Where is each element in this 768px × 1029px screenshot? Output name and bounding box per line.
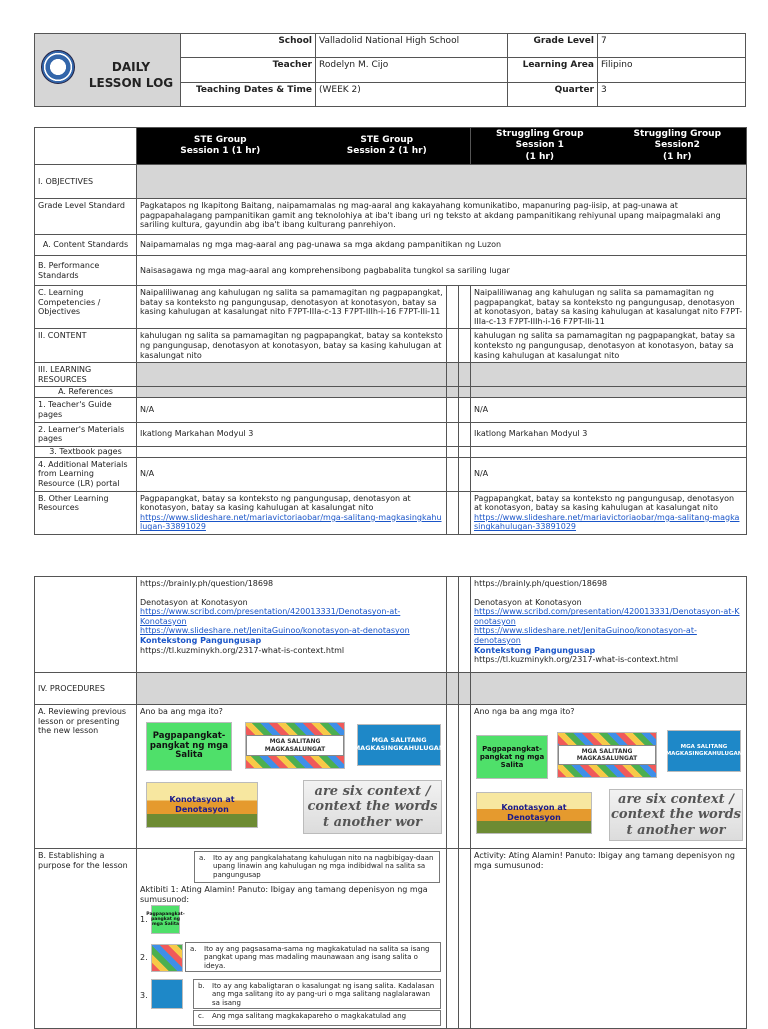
content-text-struggling: kahulugan ng salita sa pamamagitan ng pagpapangkat, batay sa konteksto ng pangungusap, denotasyon at konotasyon, batay sa kasing kahulugan at kasalungat nito — [471, 329, 747, 363]
context-image: are six context / context the words t another wor — [303, 780, 442, 834]
lr-label: III. LEARNING RESOURCES — [35, 363, 137, 387]
deno-heading-ste: Denotasyon at Konotasyon — [140, 597, 248, 607]
school-value: Valladolid National High School — [316, 34, 508, 58]
continued-resources-ste — [137, 577, 447, 673]
kontekstong-heading-struggling: Kontekstong Pangungusap — [474, 645, 596, 655]
marker-a-2: a. — [190, 945, 197, 953]
ol-cell-struggling — [471, 491, 747, 534]
konotasyon-image: Konotasyon at Denotasyon — [146, 782, 258, 828]
definition-a-text: Ito ay ang pangkalahatang kahulugan nito na nagbibigay-daan upang linawin ang kahulugan ng mga indibidwal na salita sa pangungusap — [213, 854, 434, 879]
kuz-link-ste[interactable]: https://tl.kuzminykh.org/2317-what-is-context.html — [140, 645, 345, 655]
reviewing-cell-ste — [137, 705, 447, 849]
definition-3c-text: Ang mga salitang magkakapareho o magkakatulad ang — [212, 1012, 407, 1020]
marker-b: b. — [198, 982, 205, 990]
lm-value-ste: Ikatlong Markahan Modyul 3 — [137, 422, 447, 446]
continued-resources-struggling — [471, 577, 747, 673]
lc-spacer-a — [447, 286, 459, 329]
page-title — [81, 59, 181, 91]
tg-label: 1. Teacher's Guide pages — [35, 398, 137, 422]
am-value-ste: N/A — [137, 457, 447, 491]
teacher-label: Teacher — [181, 58, 316, 82]
magkasingkahulugan-image: MGA SALITANG MAGKASINGKAHULUGAN — [357, 724, 441, 766]
ste-session2-heading: STE Group Session 2 (1 hr) — [346, 134, 427, 156]
ol-label: B. Other Learning Resources — [35, 491, 137, 534]
magkasalungat-small-image — [151, 944, 183, 972]
struggling-session2-heading: Struggling Group Session2 (1 hr) — [633, 129, 722, 162]
ps-label: B. Performance Standards — [35, 256, 137, 286]
procedures-label: IV. PROCEDURES — [35, 673, 137, 705]
definition-2-text: Ito ay ang pagsasama-sama ng magkakatulad na salita sa isang pangkat upang mas madaling maunawaan ang isang salita o ideya. — [204, 945, 430, 970]
ps-text: Naisasagawa ng mga mag-aaral ang komprehensibong pagbabalita tungkol sa sariling lugar — [137, 256, 747, 286]
slideshare-link-ste[interactable]: https://www.slideshare.net/JenitaGuinoo/konotasyon-at-denotasyon — [140, 626, 410, 636]
magkasalungat-image-2: MGA SALITANG MAGKASALUNGAT — [557, 732, 657, 778]
title-line2: LESSON LOG — [88, 76, 174, 91]
scribd-link-struggling[interactable]: https://www.scribd.com/presentation/420013331/Denotasyon-at-Konotasyon — [474, 607, 740, 626]
am-label: 4. Additional Materials from Learning Resource (LR) portal — [35, 457, 137, 491]
content-text-ste: kahulugan ng salita sa pamamagitan ng pagpapangkat, batay sa konteksto ng pangungusap, denotasyon at konotasyon, batay sa kasing kahulugan at kasalungat nito — [137, 329, 447, 363]
lc-label: C. Learning Competencies / Objectives — [35, 286, 137, 329]
deno-heading-struggling: Denotasyon at Konotasyon — [474, 597, 582, 607]
lc-spacer-b — [459, 286, 471, 329]
number-3: 3. — [140, 991, 148, 1000]
lm-value-struggling: Ikatlong Markahan Modyul 3 — [471, 422, 747, 446]
slideshare-link-struggling[interactable]: https://www.slideshare.net/JenitaGuinoo/konotasyon-at-denotasyon — [474, 626, 697, 645]
tg-value-struggling: N/A — [471, 398, 747, 422]
struggling-session1-heading: Struggling Group Session 1 (1 hr) — [495, 129, 584, 162]
ol-link-struggling[interactable]: https://www.slideshare.net/mariavictoriaobar/mga-salitang-magkasingkahulugan-33891029 — [474, 512, 740, 532]
ol-cell-ste — [137, 491, 447, 534]
deped-seal-icon — [41, 50, 75, 84]
tg-value-ste: N/A — [137, 398, 447, 422]
aktibiti-instructions: Aktibiti 1: Ating Alamin! Panuto: Ibigay ang tamang depenisyon ng mga sumusunod: — [140, 885, 428, 904]
ol-text-struggling: Pagpapangkat, batay sa konteksto ng pangungusap, denotasyon at konotasyon, batay sa kasing kahulugan at kasalungat nito — [474, 493, 735, 513]
references-label: A. References — [35, 387, 137, 398]
lc-text-struggling: Naipaliliwanag ang kahulugan ng salita sa pamamagitan ng pagpapangkat, batay sa konteksto ng pangungusap, denotasyon at konotasyon, batay sa kasing kahulugan at kasalungat nito F7PT-IIIa-c-13 F7PT-IIIh-i-16 F7PT-IIi-11 — [471, 286, 747, 329]
magkasalungat-image: MGA SALITANG MAGKASALUNGAT — [245, 722, 345, 769]
title-line1: DAILY — [111, 60, 151, 74]
kontekstong-heading-ste: Kontekstong Pangungusap — [140, 635, 262, 645]
reviewing-question-struggling: Ano nga ba ang mga ito? — [474, 707, 575, 716]
definition-item-3b — [193, 979, 441, 1009]
objectives-label: I. OBJECTIVES — [35, 165, 137, 199]
reviewing-cell-struggling — [471, 705, 747, 849]
ste-session1-heading: STE Group Session 1 (1 hr) — [180, 134, 261, 156]
area-value: Filipino — [598, 58, 746, 82]
title-cell — [35, 34, 181, 107]
cs-text: Naipamamalas ng mga mag-aaral ang pag-unawa sa mga akdang pampanitikan ng Luzon — [137, 235, 747, 256]
am-value-struggling: N/A — [471, 457, 747, 491]
pagpapangkat-image: Pagpapangkat-pangkat ng mga Salita — [146, 722, 232, 771]
brainly-link-struggling[interactable]: https://brainly.ph/question/18698 — [474, 579, 608, 588]
context-image-2: are six context / context the words t another wor — [609, 789, 743, 841]
lesson-table-page1 — [34, 127, 746, 535]
purpose-label: B. Establishing a purpose for the lesson — [35, 849, 137, 1029]
kuz-link-struggling[interactable]: https://tl.kuzminykh.org/2317-what-is-context.html — [474, 655, 679, 665]
grade-label: Grade Level — [508, 34, 598, 58]
continued-label-cell — [35, 577, 137, 673]
number-2: 2. — [140, 953, 148, 962]
header-table — [34, 33, 746, 107]
objectives-fill — [137, 165, 747, 199]
gls-label: Grade Level Standard — [35, 199, 137, 235]
marker-a: a. — [199, 854, 206, 862]
activity-instructions-struggling: Activity: Ating Alamin! Panuto: Ibigay ang tamang depenisyon ng mga sumusunod: — [474, 851, 735, 870]
lm-label: 2. Learner's Materials pages — [35, 422, 137, 446]
pagpapangkat-image-2: Pagpapangkat-pangkat ng mga Salita — [476, 735, 548, 779]
dates-value: (WEEK 2) — [316, 82, 508, 106]
dates-label: Teaching Dates & Time — [181, 82, 316, 106]
quarter-label: Quarter — [508, 82, 598, 106]
marker-c: c. — [198, 1012, 205, 1020]
header-block — [34, 33, 746, 107]
definition-box-a — [194, 851, 440, 883]
tb-label: 3. Textbook pages — [35, 446, 137, 457]
magkasingkahulugan-image-2: MGA SALITANG MAGKASINGKAHULUGAN — [667, 730, 741, 772]
teacher-value: Rodelyn M. Cijo — [316, 58, 508, 82]
brainly-link-ste[interactable]: https://brainly.ph/question/18698 — [140, 579, 274, 588]
reviewing-label: A. Reviewing previous lesson or presenting the new lesson — [35, 705, 137, 849]
ol-text-ste: Pagpapangkat, batay sa konteksto ng pangungusap, denotasyon at konotasyon, batay sa kasing kahulugan at kasalungat nito — [140, 493, 411, 513]
purpose-cell-ste — [137, 849, 447, 1029]
gls-text: Pagkatapos ng Ikapitong Baitang, naipamamalas ng mag-aaral ang kakayahang komunikatibo, mapanuring pag-iisip, at pag-unawa at pagpapahalagang pampanitikan gamit ang teknolohiya at iba't ibang uri ng teksto at akdang pampanitikang rehiyunal upang maipagmalaki ang sariling kultura, gayundin abg iba't ibang kulturang panrehiyon. — [137, 199, 747, 235]
reviewing-question-ste: Ano ba ang mga ito? — [140, 707, 223, 716]
definition-item-3c — [193, 1010, 441, 1026]
pagpapangkat-small-image: Pagpapangkat-pangkat ng mga Salita — [151, 905, 180, 934]
ol-link-ste[interactable]: https://www.slideshare.net/mariavictoriaobar/mga-salitang-magkasingkahulugan-33891029 — [140, 512, 442, 532]
lesson-table-page2 — [34, 576, 746, 1029]
group-header-row — [35, 128, 747, 165]
lc-text-ste: Naipaliliwanag ang kahulugan ng salita sa pamamagitan ng pagpapangkat, batay sa konteksto ng pangungusap, denotasyon at konotasyon, batay sa kasing kahulugan at kasalungat nito F7PT-IIIa-c-13 F7PT-IIIh-i-16 F7PT-IIi-11 — [137, 286, 447, 329]
definition-item-2 — [185, 942, 441, 972]
content-label: II. CONTENT — [35, 329, 137, 363]
number-1: 1. — [140, 915, 148, 924]
purpose-cell-struggling — [471, 849, 747, 1029]
grade-value: 7 — [598, 34, 746, 58]
area-label: Learning Area — [508, 58, 598, 82]
definition-3b-text: Ito ay ang kabaligtaran o kasalungat ng isang salita. Kadalasan ang mga salitang ito ay pang-uri o mga salitang naglalarawan sa isang — [212, 982, 435, 1007]
cs-label: A. Content Standards — [35, 235, 137, 256]
konotasyon-image-2: Konotasyon at Denotasyon — [476, 792, 592, 834]
magkasingkahulugan-small-image — [151, 979, 183, 1009]
quarter-value: 3 — [598, 82, 746, 106]
scribd-link-ste[interactable]: https://www.scribd.com/presentation/420013331/Denotasyon-at-Konotasyon — [140, 607, 401, 626]
school-label: School — [181, 34, 316, 58]
